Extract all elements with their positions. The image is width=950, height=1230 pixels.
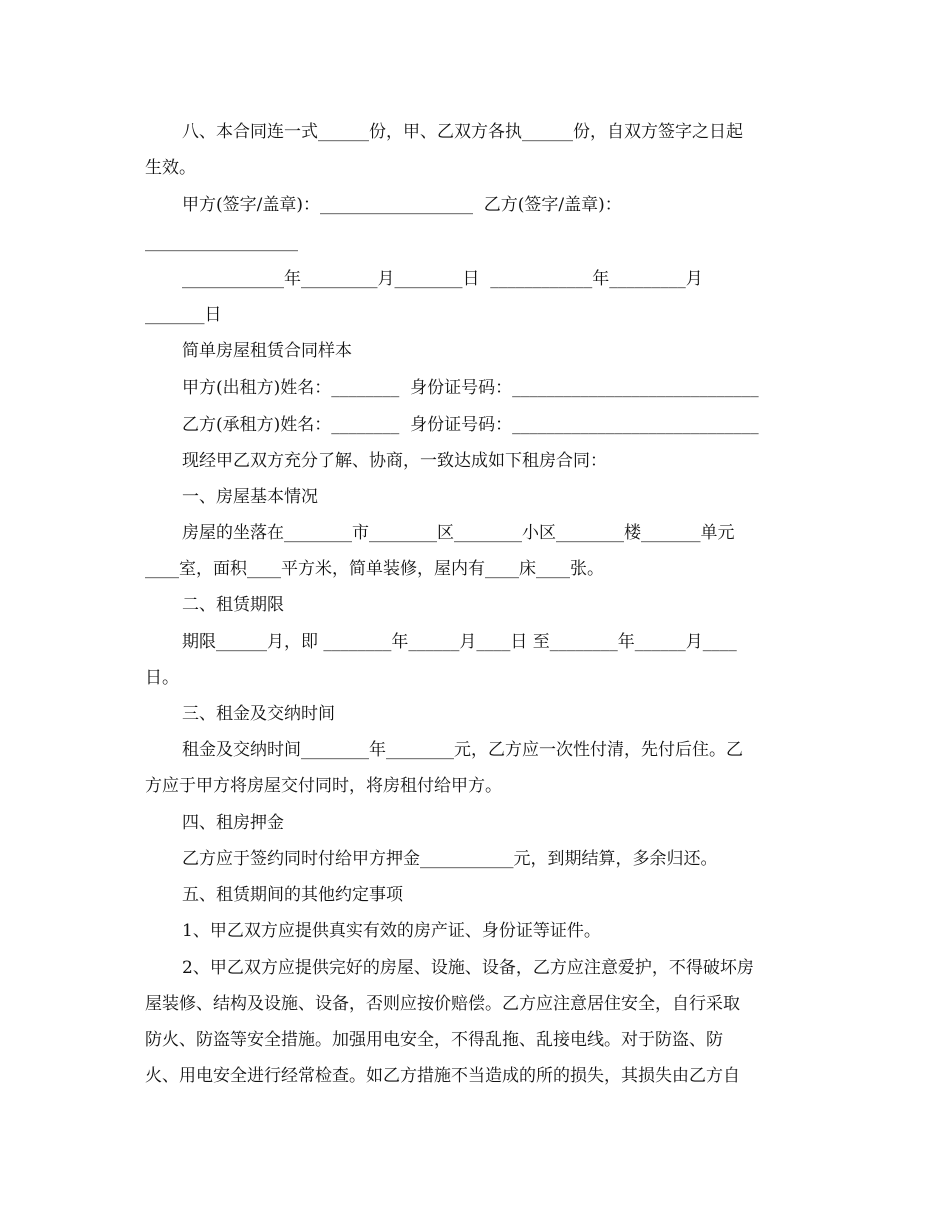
signature-line-continued: __________________	[145, 232, 298, 252]
property-location-line-1: 房屋的坐落在________市________区________小区________楼_______单元	[182, 523, 735, 543]
deposit-line: 乙方应于签约同时付给甲方押金___________元，到期结算，多余归还。	[182, 849, 718, 869]
heading-2: 二、租赁期限	[182, 595, 284, 615]
clause-8-line-2: 生效。	[145, 158, 196, 178]
property-location-line-2: ____室，面积____平方米，简单装修，屋内有____床____张。	[145, 559, 604, 579]
heading-1: 一、房屋基本情况	[182, 487, 318, 507]
heading-3: 三、租金及交纳时间	[182, 704, 335, 724]
date-line-continued: _______日	[145, 305, 222, 325]
heading-5: 五、租赁期间的其他约定事项	[182, 885, 403, 905]
rent-line-2: 方应于甲方将房屋交付同时，将房租付给甲方。	[145, 776, 502, 796]
item-2-line-3: 防火、防盗等安全措施。加强用电安全，不得乱拖、乱接电线。对于防盗、防	[145, 1030, 723, 1050]
party-b-info: 乙方(承租方)姓名：________ 身份证号码：_____________________________	[182, 415, 759, 435]
item-2-line-4: 火、用电安全进行经常检查。如乙方措施不当造成的所的损失，其损失由乙方自	[145, 1066, 740, 1086]
item-1: 1、甲乙双方应提供真实有效的房产证、身份证等证件。	[182, 921, 601, 941]
section-title: 简单房屋租赁合同样本	[182, 341, 352, 361]
heading-4: 四、租房押金	[182, 813, 284, 833]
rent-line-1: 租金及交纳时间________年________元，乙方应一次性付清，先付后住。乙	[182, 740, 743, 760]
lease-term-line-1: 期限______月，即 ________年______月____日 至________年______月____	[182, 632, 737, 652]
item-2-line-1: 2、甲乙双方应提供完好的房屋、设施、设备，乙方应注意爱护，不得破坏房	[182, 958, 754, 978]
date-line: ____________年_________月________日 ____________年_________月	[182, 269, 703, 289]
preamble: 现经甲乙双方充分了解、协商，一致达成如下租房合同：	[182, 451, 607, 471]
party-a-info: 甲方(出租方)姓名：________ 身份证号码：_____________________________	[182, 378, 759, 398]
lease-term-line-2: 日。	[145, 668, 179, 688]
clause-8-line-1: 八、本合同连一式______份，甲、乙双方各执______份，自双方签字之日起	[182, 122, 743, 142]
signature-line: 甲方(签字/盖章)：__________________ 乙方(签字/盖章)：	[182, 195, 622, 215]
item-2-line-2: 屋装修、结构及设施、设备，否则应按价赔偿。乙方应注意居住安全，自行采取	[145, 994, 740, 1014]
